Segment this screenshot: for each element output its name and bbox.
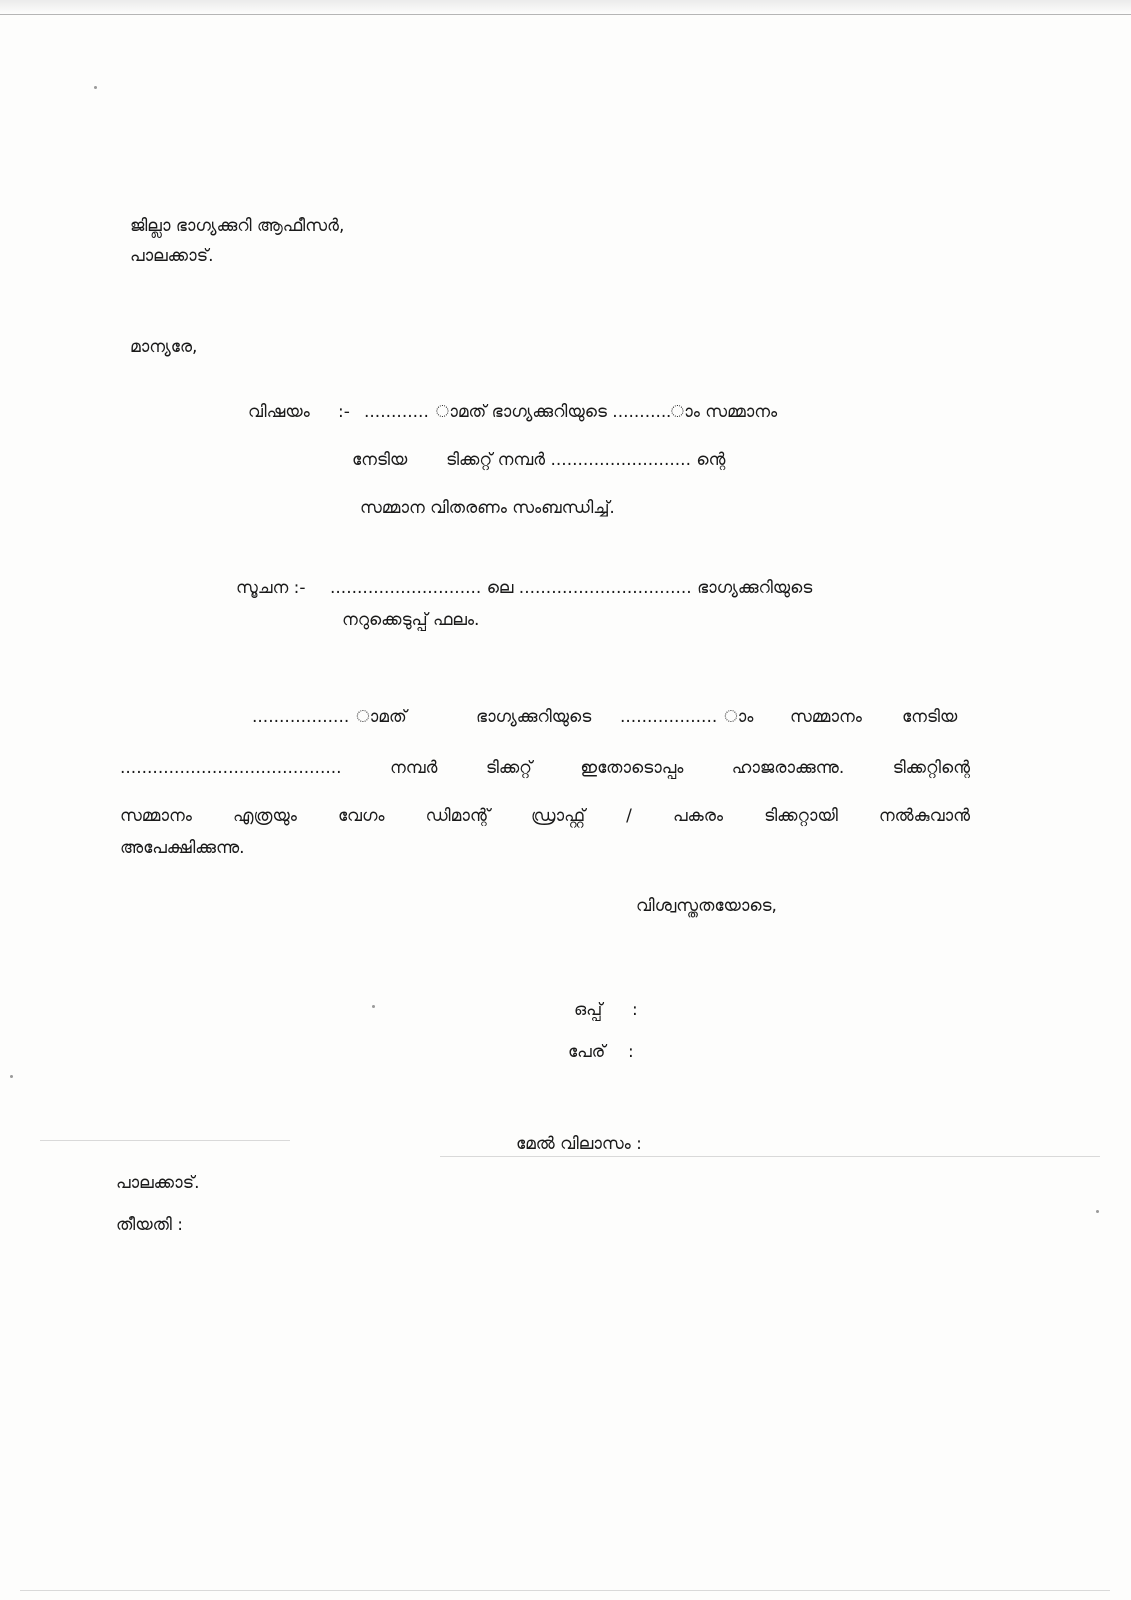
name-colon: : [628,1042,634,1062]
scan-artifact-line [40,1140,290,1141]
date-label: തീയതി : [116,1215,183,1235]
body-line-1-part-4: സമ്മാനം [790,707,862,727]
address-label: മേൽ വിലാസം : [516,1134,642,1154]
recipient-line-1: ജില്ലാ ഭാഗ്യക്കുറി ആഫീസർ, [130,216,345,236]
signature-colon: : [632,1000,638,1020]
subject-separator: :- [338,402,350,422]
reference-line-2: നറുക്കെടുപ്പ് ഫലം. [342,610,480,630]
name-label: പേര് [568,1042,606,1062]
scan-speck [1096,1210,1099,1213]
body-line-1-part-3: .................. ാം [620,707,754,727]
body-line-1-part-2: ഭാഗ്യക്കുറിയുടെ [476,707,592,727]
place: പാലക്കാട്. [116,1173,200,1193]
body-line-2: ......................................... നമ്പർ ടിക്കറ്റ് ഇതോടൊപ്പം ഹാജരാക്കുന്നു. ടിക്കറ്റിന്റെ [120,758,970,778]
subject-line-2b: ടിക്കറ്റ് നമ്പർ .......................... ന്റെ [446,450,726,470]
signature-label: ഒപ്പ് [574,1000,603,1020]
scan-artifact-line [20,1590,1110,1591]
subject-line-1: ............ ാമത് ഭാഗ്യക്കുറിയുടെ ...........ാം സമ്മാനം [364,402,778,422]
body-line-3: സമ്മാനം എത്രയും വേഗം ഡിമാന്റ് ഡ്രാഫ്റ്റ് / പകരം ടിക്കറ്റായി നൽകുവാൻ [120,806,970,826]
subject-line-2a: നേടിയ [352,450,408,470]
scan-speck [94,86,97,89]
scan-speck [372,1005,375,1008]
body-line-1-part-5: നേടിയ [902,707,958,727]
scan-artifact-line [440,1156,1100,1157]
recipient-line-2: പാലക്കാട്. [130,246,214,266]
reference-line-1: ............................ ലെ ................................ ഭാഗ്യക്കുറിയുടെ [330,578,813,598]
body-line-1-part-1: .................. ാമത് [252,707,407,727]
scan-speck [10,1075,13,1078]
closing: വിശ്വസ്തതയോടെ, [636,896,777,916]
subject-label: വിഷയം [248,402,310,422]
salutation: മാന്യരേ, [130,337,198,357]
body-line-4: അപേക്ഷിക്കുന്നു. [120,838,245,858]
scan-top-edge [0,0,1131,15]
reference-label: സൂചന :- [236,578,306,598]
subject-line-3: സമ്മാന വിതരണം സംബന്ധിച്ച്. [360,498,615,518]
